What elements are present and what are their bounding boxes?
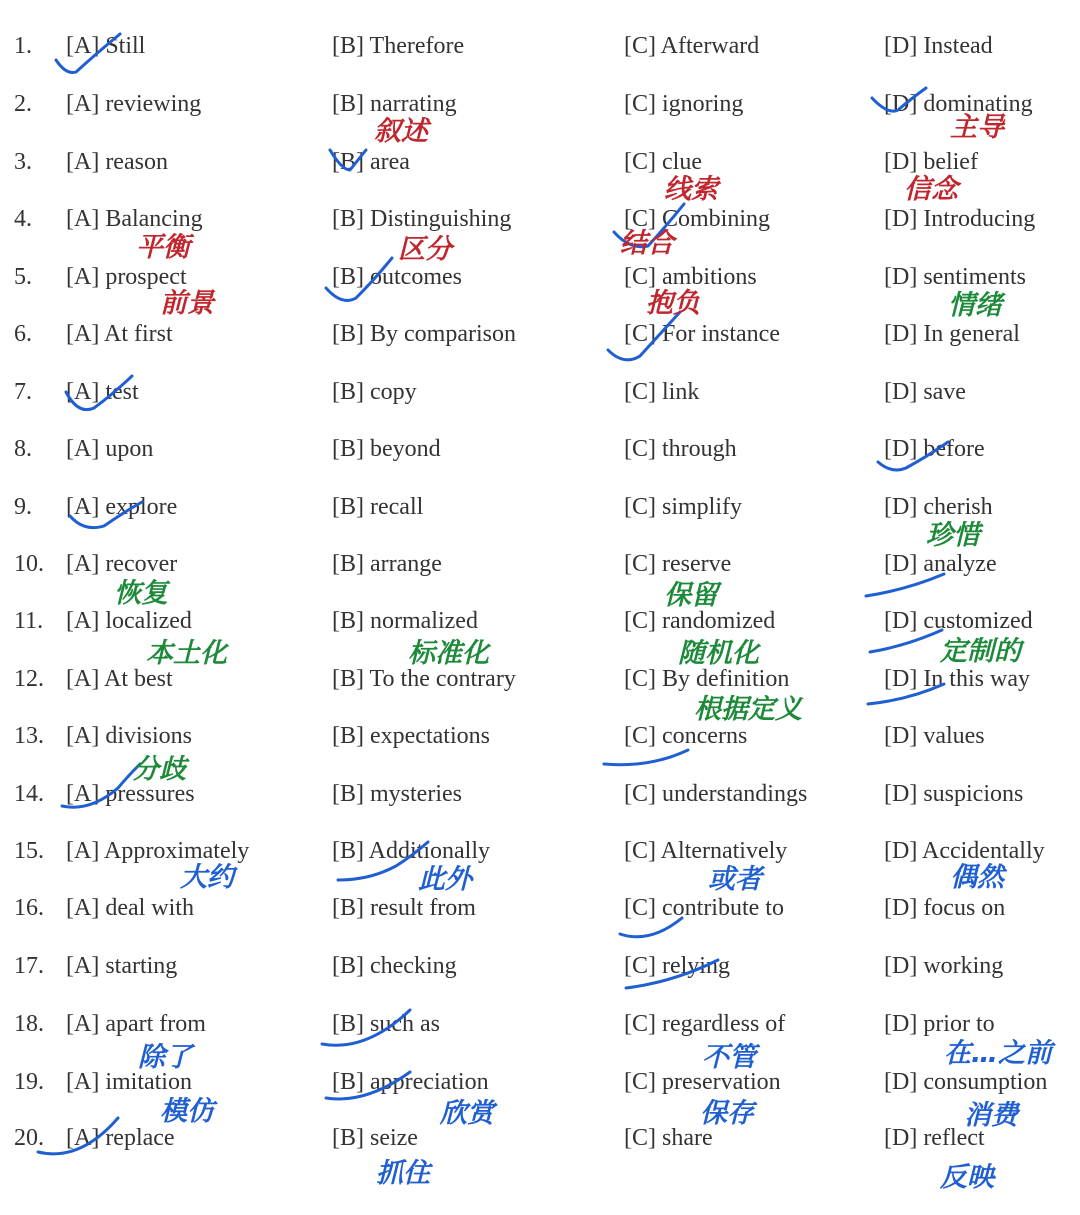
question-number: 6. bbox=[14, 321, 32, 347]
option-a: [A] deal with bbox=[66, 895, 194, 921]
question-number: 3. bbox=[14, 149, 32, 175]
question-row bbox=[0, 946, 1080, 986]
note-prospect: 前景 bbox=[160, 288, 214, 319]
note-combining: 结合 bbox=[620, 228, 674, 259]
question-row bbox=[0, 1062, 1080, 1102]
question-row bbox=[0, 84, 1080, 124]
option-d: [D] In general bbox=[884, 321, 1020, 347]
option-b: [B] such as bbox=[332, 1011, 440, 1037]
option-b: [B] mysteries bbox=[332, 781, 462, 807]
option-c: [C] For instance bbox=[624, 321, 780, 347]
note-alternatively: 或者 bbox=[708, 864, 762, 895]
option-b: [B] seize bbox=[332, 1125, 418, 1151]
option-b: [B] By comparison bbox=[332, 321, 516, 347]
option-b: [B] To the contrary bbox=[332, 666, 516, 692]
note-balancing: 平衡 bbox=[136, 232, 190, 263]
note-imitation: 模仿 bbox=[160, 1096, 214, 1127]
option-d: [D] analyze bbox=[884, 551, 997, 577]
option-b: [B] checking bbox=[332, 953, 457, 979]
note-belief: 信念 bbox=[904, 174, 958, 205]
option-d: [D] Accidentally bbox=[884, 838, 1045, 864]
note-normalized: 标准化 bbox=[408, 638, 489, 669]
option-a: [A] apart from bbox=[66, 1011, 206, 1037]
option-a: [A] Balancing bbox=[66, 206, 203, 232]
option-c: [C] ambitions bbox=[624, 264, 757, 290]
question-row bbox=[0, 1004, 1080, 1044]
note-customized: 定制的 bbox=[940, 636, 1021, 667]
option-b: [B] area bbox=[332, 149, 410, 175]
option-c: [C] Combining bbox=[624, 206, 771, 232]
option-c: [C] contribute to bbox=[624, 895, 784, 921]
option-d: [D] prior to bbox=[884, 1011, 995, 1037]
note-appreciation: 欣赏 bbox=[440, 1098, 494, 1129]
question-row bbox=[0, 888, 1080, 928]
note-divisions: 分歧 bbox=[132, 754, 186, 785]
question-number: 2. bbox=[14, 91, 32, 117]
option-c: [C] concerns bbox=[624, 723, 748, 749]
question-row bbox=[0, 1118, 1080, 1158]
note-reserve: 保留 bbox=[664, 580, 718, 611]
option-a: [A] upon bbox=[66, 436, 154, 462]
option-a: [A] imitation bbox=[66, 1069, 192, 1095]
note-reflect: 反映 bbox=[940, 1162, 994, 1193]
option-a: [A] pressures bbox=[66, 781, 195, 807]
option-b: [B] Additionally bbox=[332, 838, 490, 864]
option-c: [C] regardless of bbox=[624, 1011, 786, 1037]
option-a: [A] At best bbox=[66, 666, 173, 692]
option-b: [B] recall bbox=[332, 494, 424, 520]
question-row bbox=[0, 372, 1080, 412]
option-c: [C] preservation bbox=[624, 1069, 781, 1095]
option-a: [A] starting bbox=[66, 953, 178, 979]
question-number: 17. bbox=[14, 953, 44, 979]
option-d: [D] save bbox=[884, 379, 966, 405]
question-row bbox=[0, 831, 1080, 871]
question-row bbox=[0, 601, 1080, 641]
option-d: [D] dominating bbox=[884, 91, 1033, 117]
option-c: [C] clue bbox=[624, 149, 702, 175]
note-consumption: 消费 bbox=[964, 1100, 1018, 1131]
option-b: [B] Therefore bbox=[332, 33, 465, 59]
note-localized: 本土化 bbox=[146, 638, 227, 669]
question-number: 7. bbox=[14, 379, 32, 405]
option-d: [D] before bbox=[884, 436, 985, 462]
question-row bbox=[0, 314, 1080, 354]
note-cherish: 珍惜 bbox=[926, 520, 980, 551]
option-b: [B] narrating bbox=[332, 91, 457, 117]
option-a: [A] prospect bbox=[66, 264, 187, 290]
option-d: [D] customized bbox=[884, 608, 1033, 634]
question-number: 15. bbox=[14, 838, 44, 864]
option-c: [C] share bbox=[624, 1125, 713, 1151]
question-number: 1. bbox=[14, 33, 32, 59]
question-row bbox=[0, 544, 1080, 584]
option-a: [A] recover bbox=[66, 551, 178, 577]
note-sentiments: 情绪 bbox=[948, 290, 1002, 321]
option-b: [B] copy bbox=[332, 379, 417, 405]
question-number: 14. bbox=[14, 781, 44, 807]
question-number: 19. bbox=[14, 1069, 44, 1095]
note-narrating: 叙述 bbox=[374, 116, 428, 147]
question-row bbox=[0, 142, 1080, 182]
option-a: [A] reviewing bbox=[66, 91, 202, 117]
question-row bbox=[0, 429, 1080, 469]
note-apart-from: 除了 bbox=[138, 1042, 192, 1073]
note-ambitions: 抱负 bbox=[646, 288, 700, 319]
option-a: [A] localized bbox=[66, 608, 192, 634]
option-d: [D] focus on bbox=[884, 895, 1006, 921]
option-d: [D] Instead bbox=[884, 33, 993, 59]
option-c: [C] understandings bbox=[624, 781, 808, 807]
note-seize: 抓住 bbox=[376, 1158, 430, 1189]
option-b: [B] normalized bbox=[332, 608, 478, 634]
note-accidentally: 偶然 bbox=[950, 862, 1004, 893]
option-c: [C] reserve bbox=[624, 551, 732, 577]
question-number: 20. bbox=[14, 1125, 44, 1151]
option-a: [A] explore bbox=[66, 494, 178, 520]
option-d: [D] values bbox=[884, 723, 985, 749]
question-row bbox=[0, 774, 1080, 814]
note-by-definition: 根据定义 bbox=[694, 694, 802, 725]
question-row bbox=[0, 26, 1080, 66]
option-c: [C] Afterward bbox=[624, 33, 760, 59]
note-clue: 线索 bbox=[664, 174, 718, 205]
note-randomized: 随机化 bbox=[678, 638, 759, 669]
option-a: [A] At first bbox=[66, 321, 173, 347]
question-number: 8. bbox=[14, 436, 32, 462]
note-prior-to: 在…之前 bbox=[944, 1038, 1052, 1069]
option-d: [D] In this way bbox=[884, 666, 1030, 692]
question-row bbox=[0, 199, 1080, 239]
note-recover: 恢复 bbox=[114, 578, 168, 609]
option-b: [B] result from bbox=[332, 895, 476, 921]
note-regardless-of: 不管 bbox=[702, 1042, 756, 1073]
option-d: [D] sentiments bbox=[884, 264, 1026, 290]
option-a: [A] test bbox=[66, 379, 139, 405]
question-number: 5. bbox=[14, 264, 32, 290]
question-number: 12. bbox=[14, 666, 44, 692]
question-number: 11. bbox=[14, 608, 44, 634]
option-c: [C] Alternatively bbox=[624, 838, 788, 864]
option-c: [C] By definition bbox=[624, 666, 790, 692]
option-b: [B] appreciation bbox=[332, 1069, 489, 1095]
option-c: [C] ignoring bbox=[624, 91, 744, 117]
note-distinguishing: 区分 bbox=[398, 234, 452, 265]
option-a: [A] reason bbox=[66, 149, 168, 175]
option-d: [D] suspicions bbox=[884, 781, 1024, 807]
option-b: [B] expectations bbox=[332, 723, 490, 749]
question-row bbox=[0, 257, 1080, 297]
note-approximately: 大约 bbox=[180, 862, 234, 893]
option-c: [C] through bbox=[624, 436, 737, 462]
option-a: [A] replace bbox=[66, 1125, 175, 1151]
note-additionally: 此外 bbox=[418, 864, 472, 895]
question-number: 16. bbox=[14, 895, 44, 921]
question-number: 10. bbox=[14, 551, 44, 577]
option-c: [C] link bbox=[624, 379, 700, 405]
option-d: [D] Introducing bbox=[884, 206, 1036, 232]
option-b: [B] beyond bbox=[332, 436, 441, 462]
option-d: [D] reflect bbox=[884, 1125, 985, 1151]
question-row bbox=[0, 487, 1080, 527]
option-b: [B] Distinguishing bbox=[332, 206, 512, 232]
question-row bbox=[0, 659, 1080, 699]
option-d: [D] cherish bbox=[884, 494, 993, 520]
option-b: [B] arrange bbox=[332, 551, 442, 577]
question-number: 4. bbox=[14, 206, 32, 232]
option-c: [C] simplify bbox=[624, 494, 742, 520]
option-d: [D] consumption bbox=[884, 1069, 1048, 1095]
note-dominating: 主导 bbox=[950, 112, 1004, 143]
question-row bbox=[0, 716, 1080, 756]
option-a: [A] Approximately bbox=[66, 838, 250, 864]
option-b: [B] outcomes bbox=[332, 264, 462, 290]
option-c: [C] relying bbox=[624, 953, 730, 979]
option-d: [D] working bbox=[884, 953, 1004, 979]
option-a: [A] Still bbox=[66, 33, 146, 59]
question-number: 9. bbox=[14, 494, 32, 520]
note-preservation: 保存 bbox=[700, 1098, 754, 1129]
option-a: [A] divisions bbox=[66, 723, 192, 749]
option-c: [C] randomized bbox=[624, 608, 776, 634]
option-d: [D] belief bbox=[884, 149, 978, 175]
question-number: 13. bbox=[14, 723, 44, 749]
question-number: 18. bbox=[14, 1011, 44, 1037]
